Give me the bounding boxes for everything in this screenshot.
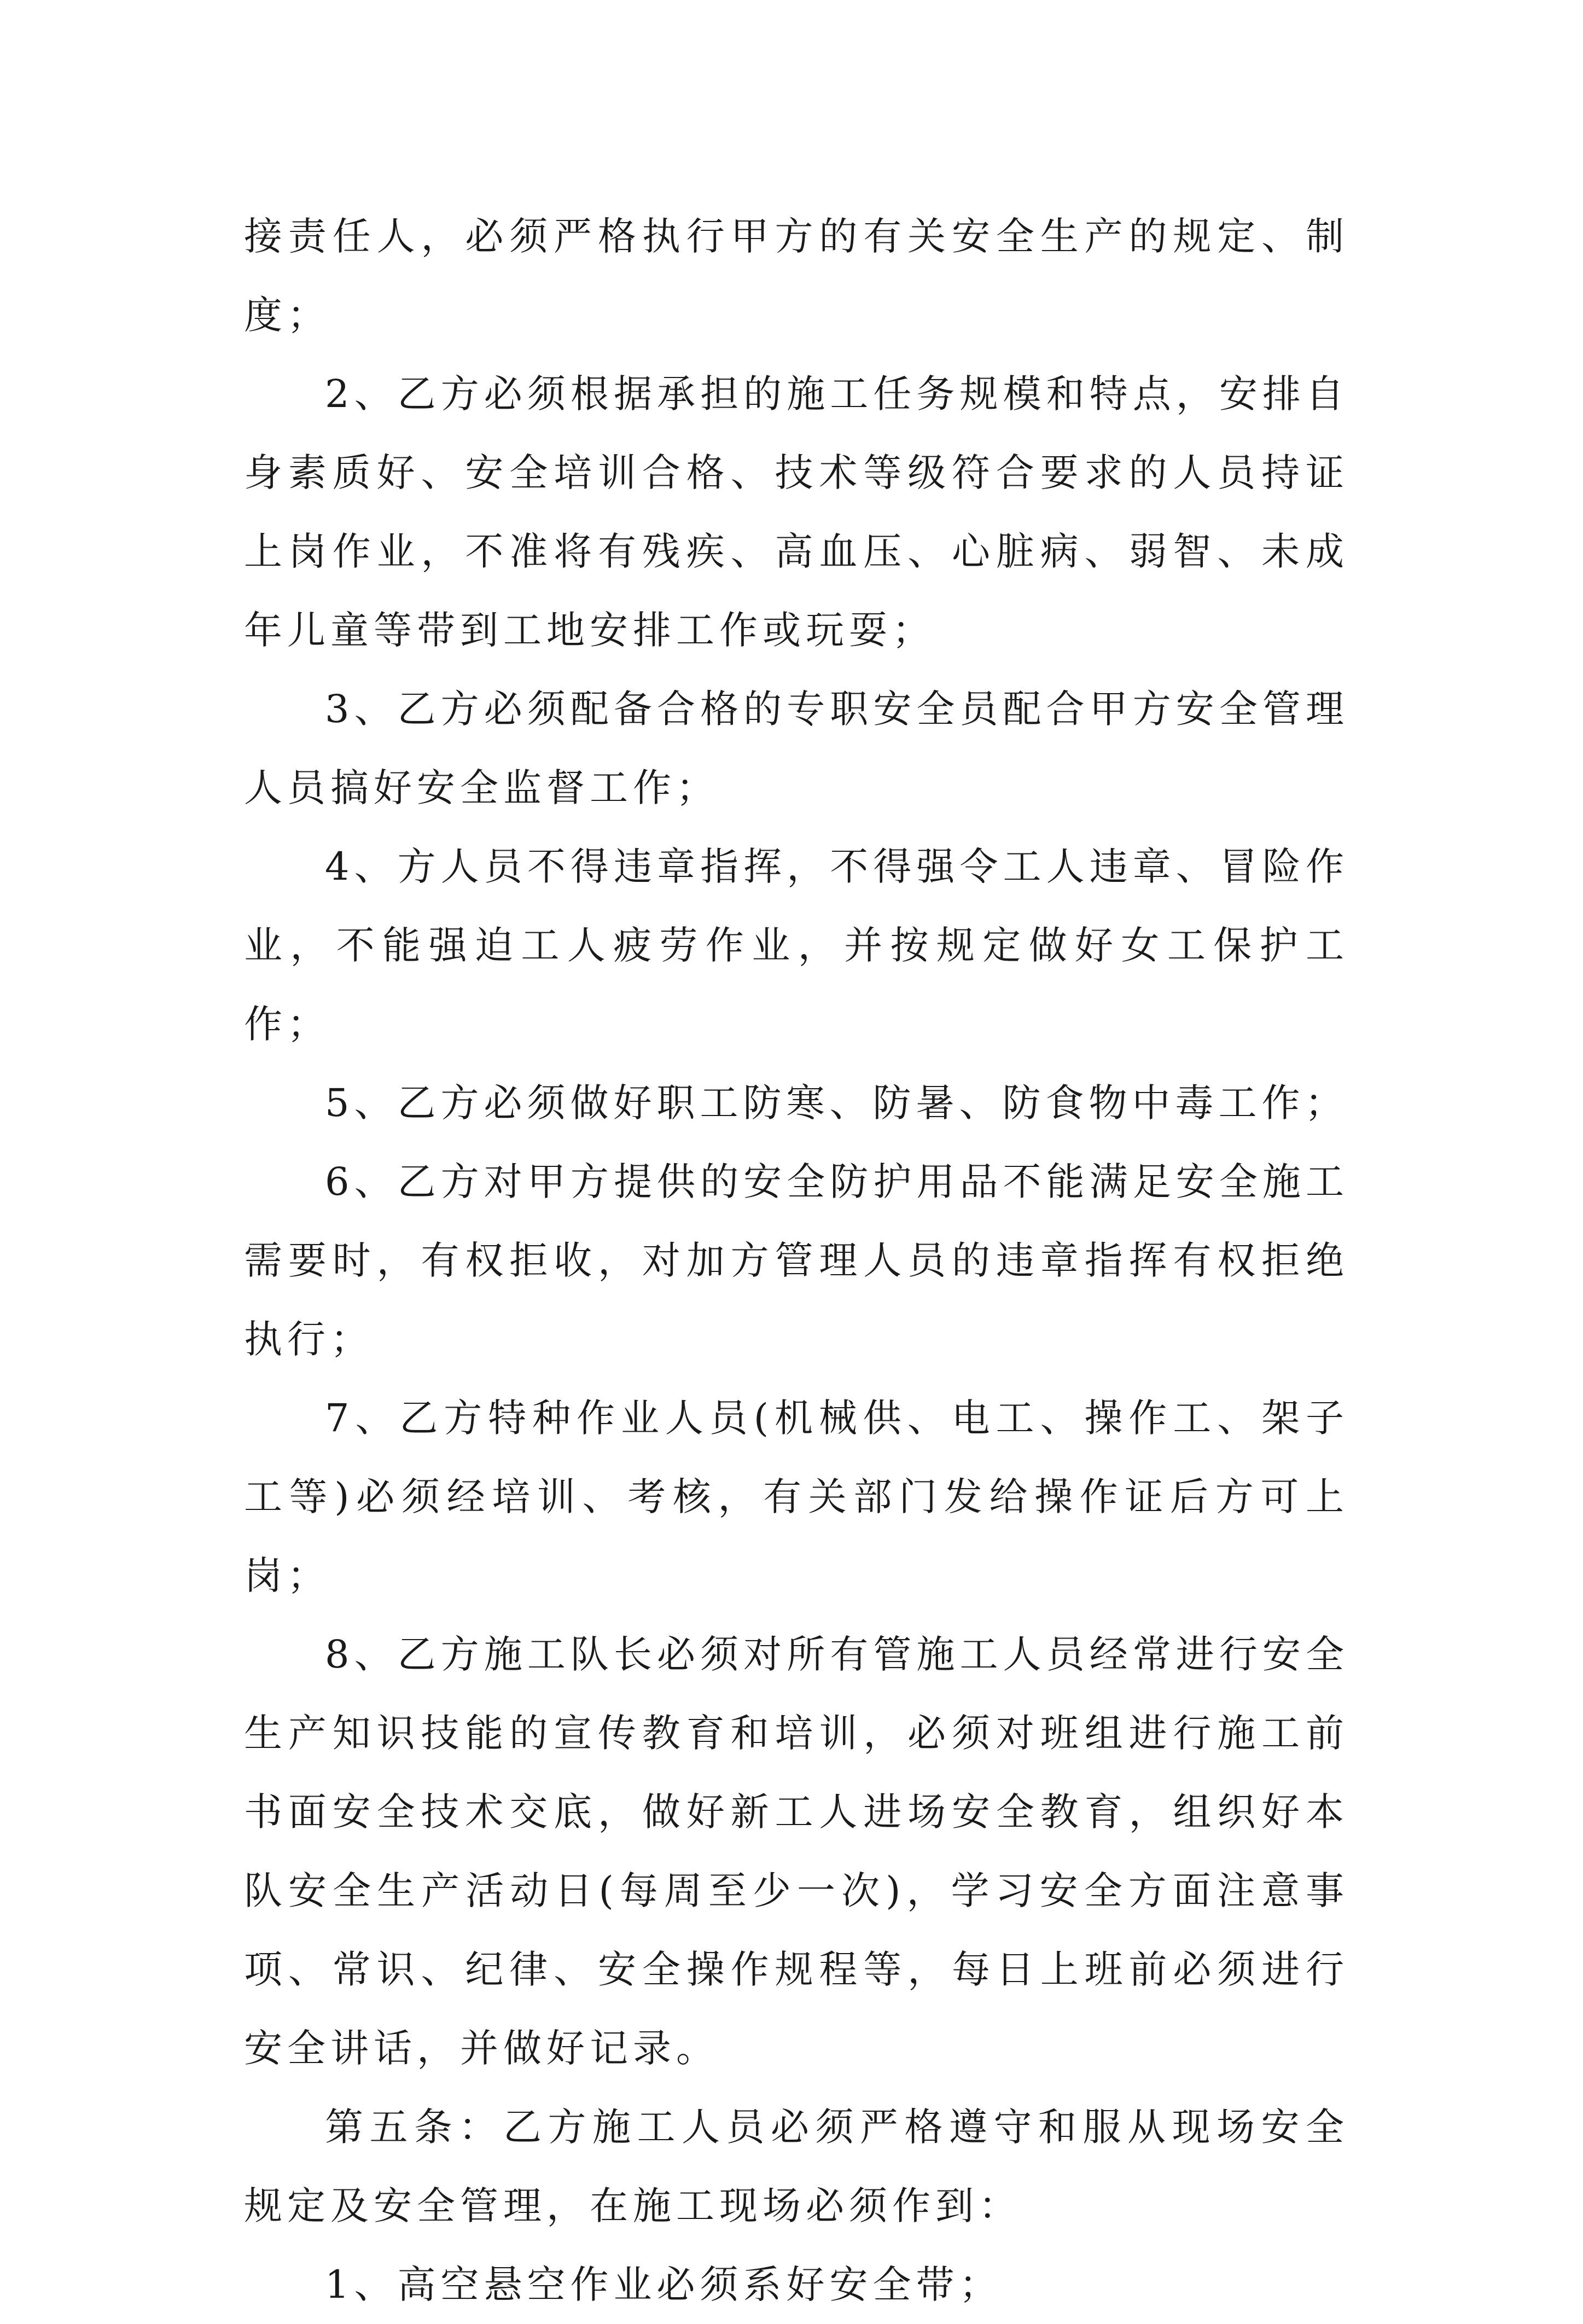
paragraph-item-4: 4、方人员不得违章指挥，不得强令工人违章、冒险作业，不能强迫工人疲劳作业，并按规定做好女工保护工作； <box>244 844 1349 1047</box>
paragraph-item-3: 3、乙方必须配备合格的专职安全员配合甲方安全管理人员搞好安全监督工作； <box>244 687 1349 810</box>
paragraph-item-8: 8、乙方施工队长必须对所有管施工人员经常进行安全生产知识技能的宣传教育和培训，必须对班组进行施工前书面安全技术交底，做好新工人进场安全教育，组织好本队安全生产活动日(每周至少一次)，学习安全方面注意事项、常识、纪律、安全操作规程等，每日上班前必须进行安全讲话，并做好记录。 <box>244 1632 1349 2071</box>
paragraph-item-6: 6、乙方对甲方提供的安全防护用品不能满足安全施工需要时，有权拒收，对加方管理人员的违章指挥有权拒绝执行； <box>244 1159 1349 1362</box>
paragraph-item-7: 7、乙方特种作业人员(机械供、电工、操作工、架子工等)必须经培训、考核，有关部门发给操作证后方可上岗； <box>244 1396 1349 1598</box>
paragraph-article-5-item-1: 1、高空悬空作业必须系好安全带； <box>325 2262 1003 2307</box>
paragraph-item-2: 2、乙方必须根据承担的施工任务规模和特点，安排自身素质好、安全培训合格、技术等级符合要求的人员持证上岗作业，不准将有残疾、高血压、心脏病、弱智、未成年儿童等带到工地安排工作或玩耍； <box>244 371 1349 653</box>
paragraph-item-5: 5、乙方必须做好职工防寒、防暑、防食物中毒工作； <box>325 1080 1348 1125</box>
document-body <box>244 197 1349 2324</box>
paragraph-continuation: 接责任人，必须严格执行甲方的有关安全生产的规定、制度； <box>244 214 1349 338</box>
paragraph-article-5: 第五条：乙方施工人员必须严格遵守和服从现场安全规定及安全管理，在施工现场必须作到： <box>244 2105 1349 2228</box>
